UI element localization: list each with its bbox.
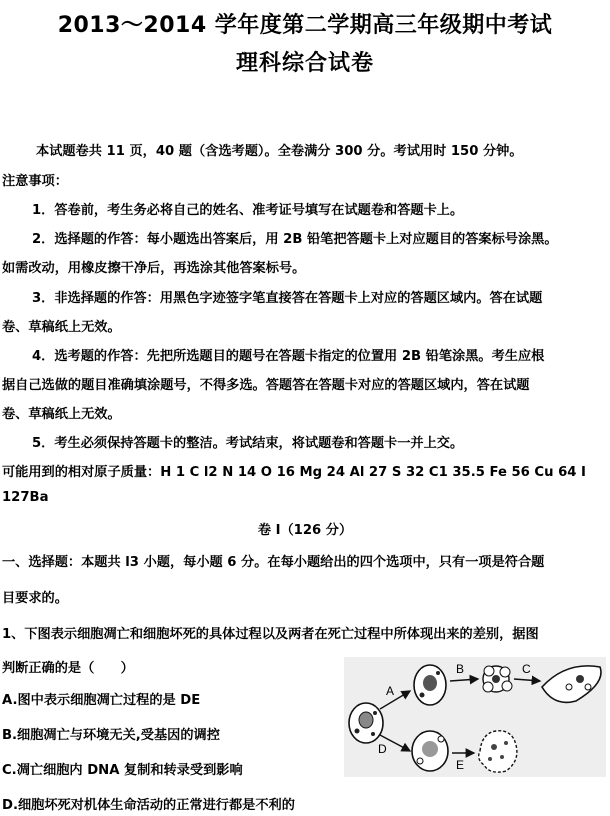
section-label: 卷 I（126 分） (257, 523, 353, 538)
option-c: C.凋亡细胞内 DNA 复制和转录受到影响 (2, 763, 243, 778)
label-c: C (522, 662, 531, 676)
cell-death-diagram (344, 657, 606, 777)
normal-cell (349, 703, 383, 743)
note-4-line3: 卷、草稿纸上无效。 (2, 407, 121, 422)
condensed-cell (414, 665, 446, 705)
label-b: B (456, 662, 465, 676)
label-d: D (378, 742, 387, 756)
label-a: A (386, 684, 395, 698)
atomic-mass-line1: 可能用到的相对原子质量：H 1 C l2 N 14 O 16 Mg 24 Al 27 S 32 C1 35.5 Fe 56 Cu 64 I (2, 465, 586, 480)
note-3-line1: 3．非选择题的作答：用黑色字迹签字笔直接答在答题卡上对应的答题区域内。答在试题 (32, 291, 543, 306)
question1-stem-line2: 判断正确的是（ ） (2, 661, 134, 676)
note-1: 1．答卷前，考生务必将自己的姓名、准考证号填写在试题卷和答题卡上。 (32, 203, 464, 218)
question1-stem-line1: 1、下图表示细胞凋亡和细胞坏死的具体过程以及两者在死亡过程中所体现出来的差别，据图 (2, 627, 539, 642)
option-d: D.细胞坏死对机体生命活动的正常进行都是不利的 (2, 798, 295, 813)
note-4-line2: 据自己选做的题目准确填涂题号，不得多选。答题答在答题卡对应的答题区域内，答在试题 (2, 378, 530, 393)
part1-line1: 一、选择题：本题共 l3 小题，每小题 6 分。在每小题给出的四个选项中，只有一项是符合题 (2, 555, 545, 570)
note-2-line1: 2．选择题的作答：每小题选出答案后，用 2B 铅笔把答题卡上对应题目的答案标号涂黑。 (32, 232, 558, 247)
note-3-line2: 卷、草稿纸上无效。 (2, 320, 121, 335)
intro-text: 本试题卷共 11 页，40 题（含选考题）。全卷满分 300 分。考试用时 150 分钟。 (36, 144, 523, 159)
note-2-line2: 如需改动，用橡皮擦干净后，再选涂其他答案标号。 (2, 261, 306, 276)
option-b: B.细胞凋亡与环境无关,受基因的调控 (2, 728, 220, 743)
swollen-cell (412, 731, 448, 771)
exam-title: 2013～2014 学年度第二学期高三年级期中考试 (57, 13, 553, 38)
part1-line2: 目要求的。 (2, 591, 68, 606)
apoptotic-bodies (483, 666, 512, 692)
exam-subtitle: 理科综合试卷 (235, 51, 374, 76)
atomic-mass-line2: 127Ba (2, 490, 49, 505)
note-4-line1: 4．选考题的作答：先把所选题目的题号在答题卡指定的位置用 2B 铅笔涂黑。考生应根 (32, 349, 545, 364)
notes-heading: 注意事项： (2, 174, 68, 189)
label-e: E (456, 758, 465, 772)
option-a: A.图中表示细胞凋亡过程的是 DE (2, 693, 201, 708)
note-5: 5．考生必须保持答题卡的整洁。考试结束，将试题卷和答题卡一并上交。 (32, 436, 464, 451)
